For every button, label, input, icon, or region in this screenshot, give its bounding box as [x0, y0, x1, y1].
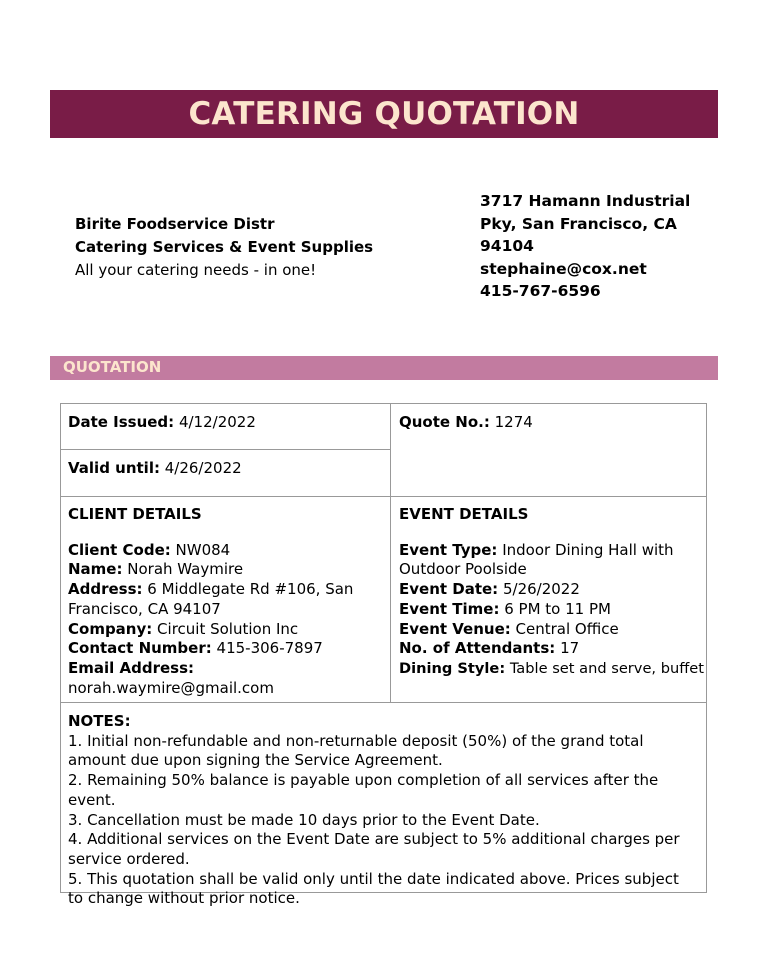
event-attendants-value: 17 [560, 639, 580, 658]
contact-phone: 415-767-6596 [480, 282, 601, 301]
address-line-3: 94104 [480, 237, 534, 256]
quotation-section-bar [50, 356, 718, 380]
client-name-label: Name: [68, 560, 123, 579]
event-attendants-row [399, 639, 704, 659]
quote-no-value: 1274 [494, 413, 533, 431]
event-style-value: Table set and serve, buffet [509, 659, 704, 677]
notes-item: 3. Cancellation must be made 10 days prior to the Event Date. [68, 810, 540, 829]
event-date-row [399, 580, 704, 600]
valid-until-label: Valid until: [68, 459, 160, 477]
row-divider-notes [61, 702, 706, 703]
notes-item: 2. Remaining 50% balance is payable upon completion of all services after the event. [68, 771, 659, 809]
client-address-label: Address: [68, 580, 143, 599]
event-venue-label: Event Venue: [399, 619, 511, 638]
event-style-label: Dining Style: [399, 659, 506, 677]
client-code-value: NW084 [175, 540, 231, 559]
title-banner [50, 90, 718, 138]
quote-no-label: Quote No.: [399, 413, 490, 431]
client-code-label: Client Code: [68, 540, 171, 559]
notes-item: 4. Additional services on the Event Date are subject to 5% additional charges per service ordered. [68, 830, 680, 868]
quote-no-cell [399, 413, 533, 433]
notes-heading: NOTES: [68, 712, 131, 730]
event-type-label: Event Type: [399, 540, 498, 559]
event-attendants-label: No. of Attendants: [399, 639, 556, 658]
address-line-2: Pky, San Francisco, CA [480, 214, 677, 233]
section-title: QUOTATION [63, 358, 162, 376]
row-divider-details [61, 496, 706, 497]
contact-email: stephaine@cox.net [480, 259, 647, 278]
client-company-label: Company: [68, 619, 153, 638]
client-name-row [68, 560, 386, 580]
event-style-row [399, 659, 704, 679]
client-email-label: Email Address: [68, 658, 195, 677]
event-time-value: 6 PM to 11 PM [504, 599, 611, 618]
client-contact-value: 415-306-7897 [216, 639, 323, 658]
column-divider [390, 404, 391, 702]
event-type-row [399, 541, 704, 580]
date-issued-value: 4/12/2022 [178, 413, 256, 431]
client-code-row [68, 541, 386, 561]
company-name: Birite Foodservice Distr [75, 215, 275, 233]
company-block [75, 213, 373, 282]
company-slogan: All your catering needs - in one! [75, 261, 317, 279]
client-email-value: norah.waymire@gmail.com [68, 678, 274, 697]
notes-cell [68, 712, 698, 909]
event-venue-value: Central Office [515, 619, 619, 638]
client-address-value: 6 Middlegate Rd #106, San Francisco, CA 94107 [68, 580, 354, 618]
client-company-row [68, 620, 386, 640]
row-divider-dates [61, 449, 390, 450]
date-issued-label: Date Issued: [68, 413, 175, 431]
event-type-value: Indoor Dining Hall with Outdoor Poolside [399, 540, 674, 579]
valid-until-cell [68, 459, 242, 479]
client-contact-row [68, 639, 386, 659]
address-line-1: 3717 Hamann Industrial [480, 192, 691, 210]
notes-item: 5. This quotation shall be valid only until the date indicated above. Prices subject to change without prior notice. [68, 869, 679, 908]
quotation-table [60, 403, 707, 908]
event-date-label: Event Date: [399, 580, 499, 599]
page-title: CATERING QUOTATION [188, 96, 580, 132]
event-date-value: 5/26/2022 [502, 580, 580, 599]
company-tagline: Catering Services & Event Supplies [75, 238, 374, 256]
event-time-row [399, 600, 704, 620]
client-contact-label: Contact Number: [68, 639, 212, 658]
client-heading: CLIENT DETAILS [68, 505, 202, 523]
client-address-row [68, 580, 386, 619]
notes-item: 1. Initial non-refundable and non-returnable deposit (50%) of the grand total amount due upon signing the Service Agreement. [68, 731, 644, 770]
event-time-label: Event Time: [399, 599, 500, 618]
event-venue-row [399, 620, 704, 640]
client-name-value: Norah Waymire [127, 560, 244, 579]
contact-block [480, 190, 710, 303]
event-heading: EVENT DETAILS [399, 505, 529, 523]
client-company-value: Circuit Solution Inc [157, 619, 299, 638]
date-issued-cell [68, 413, 256, 433]
valid-until-value: 4/26/2022 [164, 459, 242, 477]
event-details-cell [399, 505, 704, 679]
client-details-cell [68, 505, 386, 698]
